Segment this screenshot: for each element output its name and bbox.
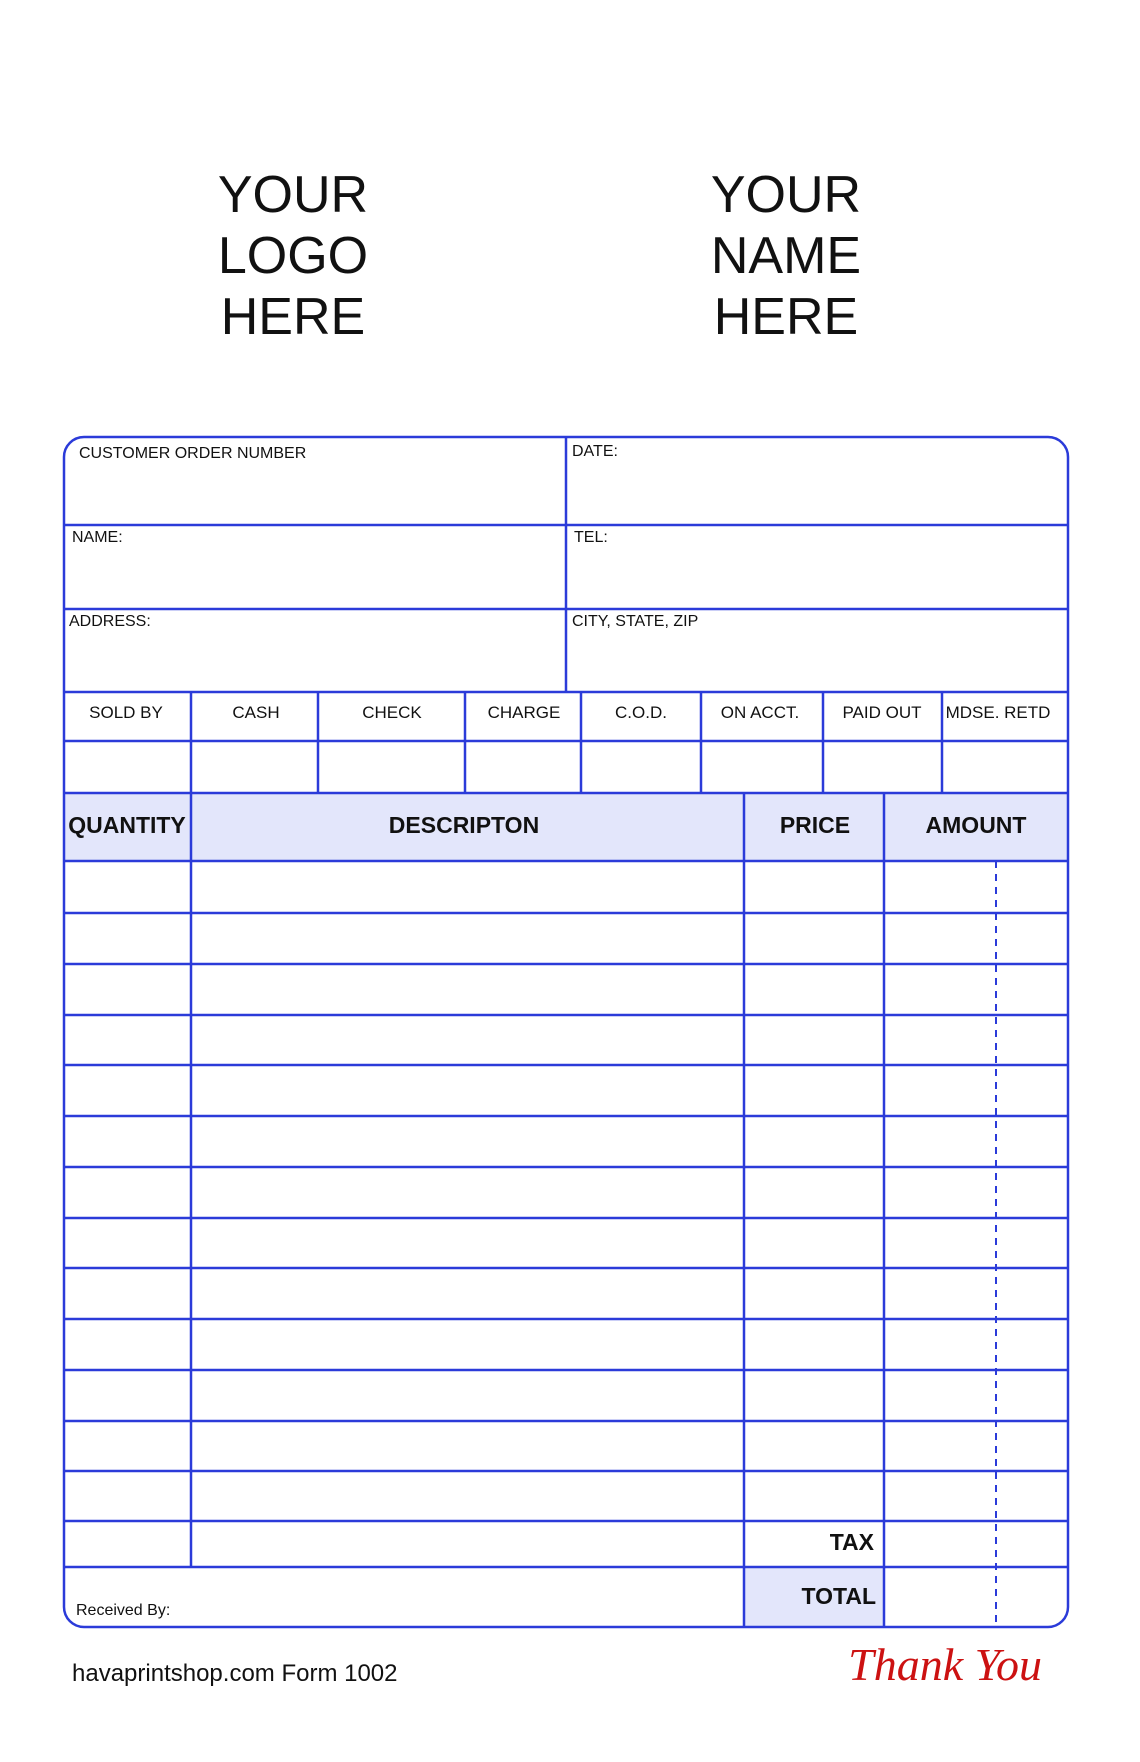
- sold-by-label: SOLD BY: [89, 703, 163, 722]
- customer-order-number-label: CUSTOMER ORDER NUMBER: [79, 445, 307, 462]
- thank-you-text: Thank You: [848, 1639, 1042, 1690]
- logo-line-3: HERE: [220, 288, 366, 346]
- tax-label: TAX: [829, 1529, 874, 1555]
- date-label: DATE:: [572, 443, 618, 460]
- city-state-zip-label: CITY, STATE, ZIP: [572, 613, 699, 630]
- charge-label: CHARGE: [487, 703, 561, 722]
- description-header: DESCRIPTON: [388, 812, 540, 838]
- form-id: havaprintshop.com Form 1002: [72, 1660, 398, 1687]
- received-by-label: Received By:: [76, 1602, 171, 1619]
- logo-line-1: YOUR: [217, 166, 369, 224]
- cash-label: CASH: [232, 703, 280, 722]
- name-line-1: YOUR: [710, 166, 862, 224]
- check-label: CHECK: [362, 703, 422, 722]
- logo-line-2: LOGO: [217, 227, 369, 285]
- on-acct-label: ON ACCT.: [720, 703, 800, 722]
- name-line-3: HERE: [713, 288, 859, 346]
- name-line-2: NAME: [710, 227, 862, 285]
- amount-header: AMOUNT: [925, 812, 1027, 838]
- price-header: PRICE: [779, 812, 851, 838]
- paid-out-label: PAID OUT: [842, 703, 922, 722]
- mdse-retd-label: MDSE. RETD: [945, 703, 1051, 722]
- tel-label: TEL:: [574, 529, 608, 546]
- quantity-header: QUANTITY: [68, 812, 186, 838]
- total-label: TOTAL: [801, 1583, 876, 1609]
- address-label: ADDRESS:: [69, 613, 151, 630]
- name-label: NAME:: [72, 529, 123, 546]
- cod-label: C.O.D.: [615, 703, 667, 722]
